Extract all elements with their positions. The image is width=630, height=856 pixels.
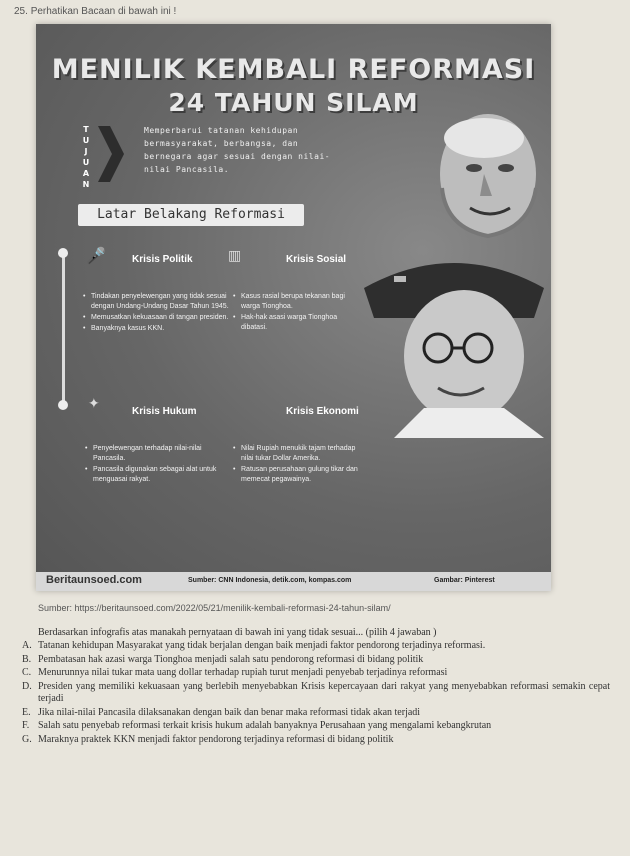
krisis-ekonomi-title: Krisis Ekonomi [286, 406, 359, 417]
timeline-dot [58, 400, 68, 410]
list-item: • Penyelewengan terhadap nilai-nilai Pancasila. [93, 444, 217, 464]
list-item: • Nilai Rupiah menukik tajam terhadap nilai tukar Dollar Amerika. [241, 444, 369, 464]
footer-source: Sumber: CNN Indonesia, detik.com, kompas.com [188, 577, 352, 584]
infographic-title: MENILIK KEMBALI REFORMASI [51, 54, 536, 85]
option-f[interactable] [22, 720, 610, 733]
krisis-hukum-title: Krisis Hukum [132, 406, 197, 417]
list-item: • Pancasila digunakan sebagai alat untuk menguasai rakyat. [93, 465, 217, 485]
option-c[interactable] [22, 667, 610, 680]
reformasi-infographic [36, 24, 551, 591]
building-icon: ▥ [228, 248, 242, 264]
option-letter: D. [22, 680, 32, 692]
infographic-footer [36, 572, 551, 591]
option-text: Jika nilai-nilai Pancasila dilaksanakan dengan baik dan benar maka reformasi tidak akan terjadi [38, 706, 421, 718]
krisis-ekonomi-points [232, 444, 369, 486]
tujuan-letter: J [84, 147, 88, 156]
krisis-hukum-points [84, 444, 217, 486]
option-text: Menurunnya nilai tukar mata uang dollar terhadap rupiah turut menjadi penyebab terjadinya reformasi [38, 667, 448, 678]
list-item: • Kasus rasial berupa tekanan bagi warga Tionghoa. [241, 292, 357, 312]
question-instruction: Perhatikan Bacaan di bawah ini ! [30, 6, 177, 17]
option-text: Tatanan kehidupan Masyarakat yang tidak berjalan dengan baik menjadi faktor pendorong terjadinya reformasi. [38, 640, 486, 651]
krisis-sosial-points [232, 292, 357, 334]
brand-logo: Beritaunsoed.com [46, 574, 142, 586]
krisis-sosial-title: Krisis Sosial [286, 254, 347, 265]
infographic-subtitle: 24 TAHUN SILAM [168, 88, 419, 117]
footer-image-credit: Gambar: Pinterest [434, 577, 495, 584]
list-item: • Ratusan perusahaan gulung tikar dan memecat pegawainya. [241, 465, 369, 485]
option-text: Presiden yang memiliki kekuasaan yang berlebih menyebabkan Krisis kepercayaan dari rakyat yang menyebabkan reformasi semakin cepat terjadi [38, 680, 610, 704]
latar-belakang-title: Latar Belakang Reformasi [78, 204, 304, 226]
garuda-icon: ✦ [88, 396, 100, 412]
answer-options [22, 640, 610, 747]
tujuan-letter: A [82, 169, 90, 178]
tujuan-letter: N [82, 180, 90, 189]
option-letter: E. [22, 706, 31, 718]
list-item: • Banyaknya kasus KKN. [91, 324, 231, 334]
microphone-icon: 🎤 [86, 246, 106, 265]
option-text: Maraknya praktek KKN menjadi faktor pendorong terjadinya reformasi di bidang politik [38, 733, 394, 745]
option-letter: A. [22, 640, 32, 651]
option-text: Pembatasan hak azasi warga Tionghoa menjadi salah satu pendorong reformasi di bidang politik [38, 653, 424, 665]
tujuan-letter: T [83, 125, 89, 134]
tujuan-letter: U [82, 136, 90, 145]
portrait-soeharto-image [432, 108, 542, 240]
option-g[interactable] [22, 734, 610, 747]
option-e[interactable] [22, 707, 610, 720]
timeline-dot [58, 248, 68, 258]
question-prompt: Berdasarkan infografis atas manakah pernyataan di bawah ini yang tidak sesuai... (pilih 4 jawaban ) [38, 627, 437, 638]
option-d[interactable] [22, 681, 610, 706]
option-letter: F. [22, 720, 30, 731]
krisis-politik-points [82, 292, 231, 335]
option-letter: C. [22, 667, 32, 678]
tujuan-text: Memperbarui tatanan kehidupan bermasyarakat, berbangsa, dan bernegara agar sesuai dengan nilai-nilai Pancasila. [144, 126, 331, 174]
tujuan-label [80, 124, 92, 190]
question-header [14, 6, 176, 17]
option-letter: B. [22, 653, 32, 665]
timeline-line [62, 252, 65, 404]
question-number: 25. [14, 6, 28, 17]
option-letter: G. [22, 733, 32, 745]
option-a[interactable] [22, 640, 610, 653]
portrait-habibie-image [354, 238, 551, 438]
krisis-politik-title: Krisis Politik [132, 254, 193, 265]
source-url: Sumber: https://beritaunsoed.com/2022/05/21/menilik-kembali-reformasi-24-tahun-silam/ [38, 603, 391, 613]
list-item: • Tindakan penyelewengan yang tidak sesuai dengan Undang-Undang Dasar Tahun 1945. [91, 292, 231, 312]
list-item: • Hak-hak asasi warga Tionghoa dibatasi. [241, 313, 357, 333]
list-item: • Memusatkan kekuasaan di tangan presiden. [91, 313, 231, 323]
chevron-right-icon [96, 126, 124, 182]
option-b[interactable] [22, 654, 610, 667]
option-text: Salah satu penyebab reformasi terkait krisis hukum adalah banyaknya Perusahaan yang mengalami kebangkrutan [38, 720, 492, 731]
tujuan-letter: U [82, 158, 90, 167]
